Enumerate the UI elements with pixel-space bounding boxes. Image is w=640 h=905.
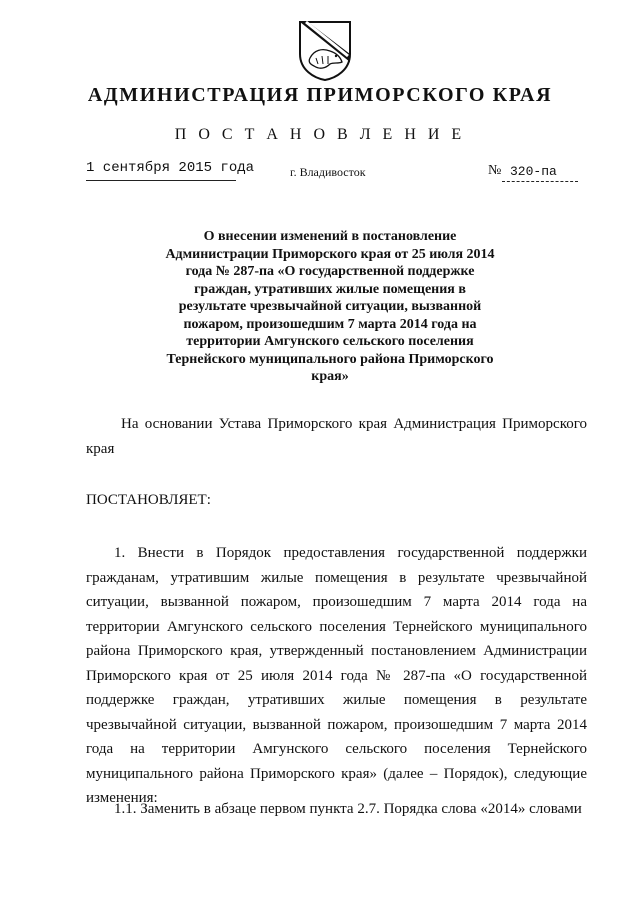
number-underline xyxy=(502,181,578,182)
item-1-paragraph: 1. Внести в Порядок предоставления государственной поддержки гражданам, утратившим жилые помещения в результате чрезвычайной ситуации, вызванной пожаром, произошедшим 7 марта 2014 года на территории Амгунского сельского поселения Тернейского муниципального района Приморского края, утвержденный постановлением Администрации Приморского края от 25 июля 2014 года № 287-па «О государственной поддержке граждан, утративших жилые помещения в результате чрезвычайной ситуации, вызванной пожаром, произошедшим 7 марта 2014 года на территории Амгунского сельского поселения Тернейского муниципального района Приморского края» (далее – Порядок), следующие изменения: xyxy=(86,545,587,806)
item-1-1-paragraph: 1.1. Заменить в абзаце первом пункта 2.7. Порядка слова «2014» словами xyxy=(114,801,582,817)
date-underline xyxy=(86,180,236,181)
document-title: О внесении изменений в постановление Администрации Приморского края от 25 июля 2014 года № 287-па «О государственной поддержке граждан, утративших жилые помещения в результате чрезвычайной ситуации, вызванной пожаром, произошедшим 7 марта 2014 года на территории Амгунского сельского поселения Тернейского муниципального района Приморского края» xyxy=(165,229,495,384)
organization-name: АДМИНИСТРАЦИЯ ПРИМОРСКОГО КРАЯ xyxy=(87,84,553,106)
document-type: П О С Т А Н О В Л Е Н И Е xyxy=(174,126,466,143)
number-sign: № xyxy=(488,163,502,178)
document-city: г. Владивосток xyxy=(290,165,366,179)
document-date: 1 сентября 2015 года xyxy=(86,160,255,176)
coat-of-arms-icon xyxy=(296,18,354,82)
document-number: 320-па xyxy=(510,164,557,179)
resolves-heading: ПОСТАНОВЛЯЕТ: xyxy=(86,492,211,508)
basis-paragraph: На основании Устава Приморского края Администрация Приморского края xyxy=(86,416,587,457)
